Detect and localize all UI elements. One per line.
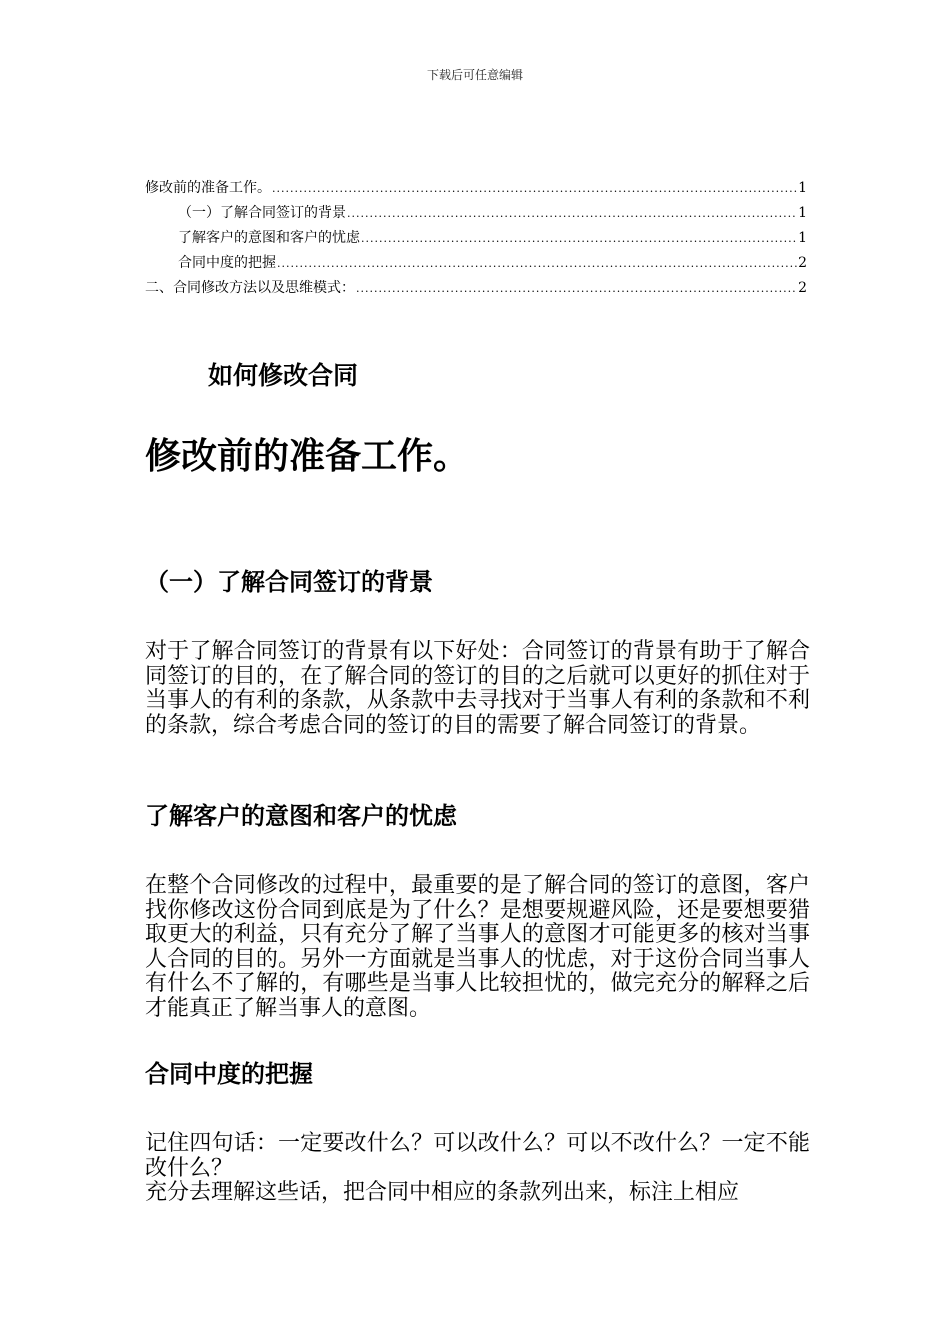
toc-entry-label: 二、合同修改方法以及思维模式： (145, 280, 355, 296)
body-paragraph: 对于了解合同签订的背景有以下好处：合同签订的背景有助于了解合同签订的目的，在了解合同的签订的目的之后就可以更好的抓住对于当事人的有利的条款，从条款中去寻找对于当事人有利的条款和不利的条款，综合考虑合同的签订的目的需要了解合同签订的背景。 (145, 639, 810, 738)
toc-page-number: 2 (798, 255, 807, 271)
toc-leader-dots (356, 276, 797, 301)
toc-entry-label: 了解客户的意图和客户的忧虑 (178, 230, 360, 246)
toc-entry[interactable] (145, 176, 807, 201)
toc-entry-label: 修改前的准备工作。 (145, 180, 271, 196)
table-of-contents (145, 176, 807, 301)
toc-leader-dots (361, 226, 797, 251)
document-title: 如何修改合同 (208, 361, 359, 390)
toc-entry-label: 合同中度的把握 (178, 255, 276, 271)
toc-entry[interactable] (145, 276, 807, 301)
subsection-heading: 合同中度的把握 (145, 1060, 313, 1088)
page-header: 下载后可任意编辑 (426, 68, 523, 82)
toc-page-number: 1 (798, 230, 807, 246)
body-paragraph: 在整个合同修改的过程中，最重要的是了解合同的签订的意图，客户找你修改这份合同到底是为了什么？是想要规避风险，还是要想要猎取更大的利益，只有充分了解了当事人的意图才可能更多的核对当事人合同的目的。另外一方面就是当事人的忧虑，对于这份合同当事人有什么不了解的，有哪些是当事人比较担忧的，做完充分的解释之后才能真正了解当事人的意图。 (145, 873, 810, 1021)
toc-leader-dots (272, 176, 797, 201)
toc-page-number: 1 (798, 205, 807, 221)
toc-entry[interactable] (145, 226, 807, 251)
subsection-heading: （一）了解合同签订的背景 (145, 568, 433, 596)
toc-entry[interactable] (145, 251, 807, 276)
subsection-heading: 了解客户的意图和客户的忧虑 (145, 802, 457, 830)
body-paragraph: 充分去理解这些话，把合同中相应的条款列出来，标注上相应 (145, 1180, 740, 1205)
toc-leader-dots (347, 201, 797, 226)
body-paragraph: 记住四句话：一定要改什么？可以改什么？可以不改什么？一定不能改什么？ (145, 1131, 810, 1181)
toc-page-number: 1 (798, 180, 807, 196)
toc-leader-dots (277, 251, 797, 276)
section-heading: 修改前的准备工作。 (145, 436, 470, 477)
toc-entry-label: （一）了解合同签订的背景 (178, 205, 346, 221)
toc-page-number: 2 (798, 280, 807, 296)
toc-entry[interactable] (145, 201, 807, 226)
